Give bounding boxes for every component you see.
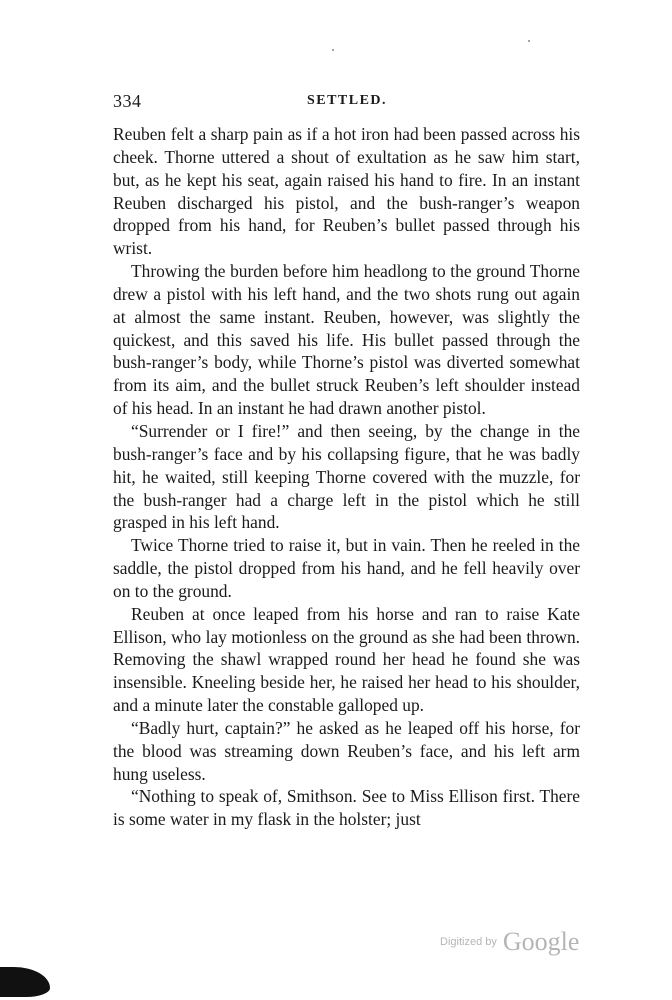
paragraph: Throwing the burden before him headlong to the ground Thorne drew a pistol with his left hand, and the two shots rung out again at almost the same instant. Reuben, however, was slightly the quickest, and this saved his life. His bullet passed through the bush-ranger’s body, while Thorne’s pistol was diverted somewhat from its aim, and the bullet struck Reuben’s left shoulder instead of his head. In an instant he had drawn another pistol.	[113, 261, 580, 419]
paragraph: Reuben at once leaped from his horse and ran to raise Kate Ellison, who lay motionless on the ground as she had been thrown. Removing the shawl wrapped round her head he found she was insensible. Kneeling beside her, he raised her head to his shoulder, and a minute later the constable galloped up.	[113, 603, 580, 716]
page-header	[113, 91, 581, 115]
paragraph: “Badly hurt, captain?” he asked as he leaped off his horse, for the blood was streaming down Reuben’s face, and his left arm hung useless.	[113, 717, 580, 784]
digitized-watermark	[440, 927, 579, 957]
paragraph: “Nothing to speak of, Smithson. See to Miss Ellison first. There is some water in my flask in the holster; just	[113, 786, 580, 830]
scan-edge-shadow	[0, 967, 50, 997]
page-number: 334	[113, 91, 142, 111]
paragraph: “Surrender or I fire!” and then seeing, by the change in the bush-ranger’s face and by his collapsing figure, that he was badly hit, he waited, still keeping Thorne covered with the muzzle, for the bush-ranger had a charge left in the pistol which he still grasped in his left hand.	[113, 420, 580, 533]
scan-speck	[528, 40, 530, 42]
paragraph: Twice Thorne tried to raise it, but in vain. Then he reeled in the saddle, the pistol dropped from his hand, and he fell heavily over on to the ground.	[113, 535, 580, 601]
running-title: SETTLED.	[306, 93, 388, 108]
paragraph: Reuben felt a sharp pain as if a hot iron had been passed across his cheek. Thorne uttered a shout of exultation as he saw him start, but, as he kept his seat, again raised his hand to fire. In an instant Reuben discharged his pistol, and the bush-ranger’s weapon dropped from his hand, for Reuben’s bullet passed through his wrist.	[113, 124, 580, 259]
scan-speck	[332, 49, 334, 51]
body-text	[113, 123, 580, 831]
watermark-prefix: Digitized by	[440, 936, 497, 948]
google-logo: Google	[502, 927, 580, 956]
